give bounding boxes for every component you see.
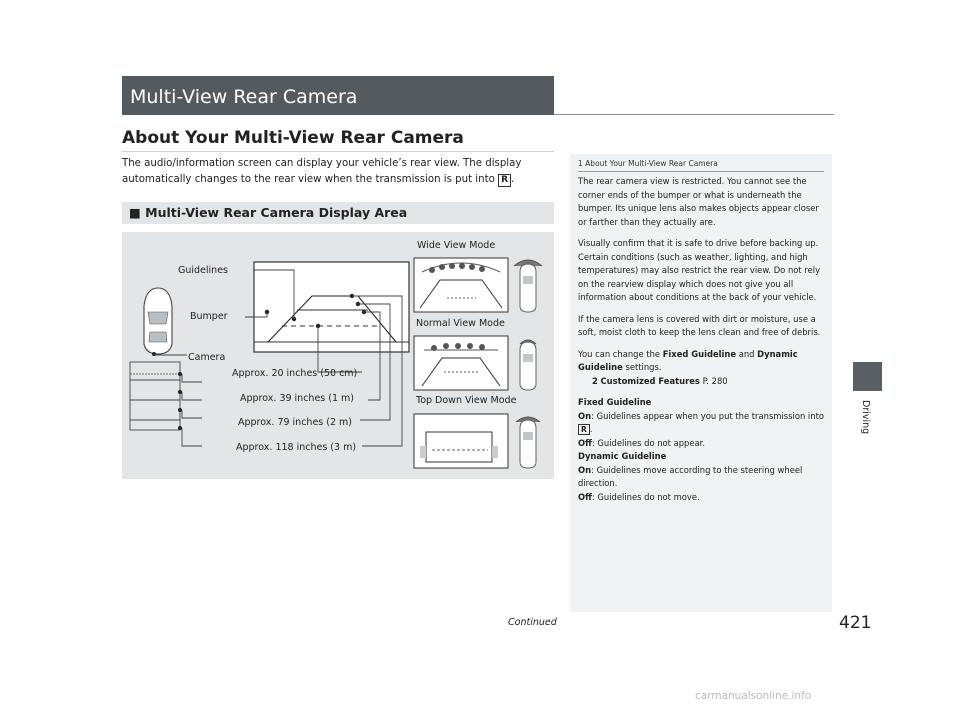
label-approx-39: Approx. 39 inches (1 m) [240, 393, 354, 404]
subsection-heading [129, 205, 407, 220]
label-normal-view: Normal View Mode [416, 318, 505, 329]
sidebar-heading-rule [578, 171, 824, 172]
top-down-view-thumbnail [414, 414, 508, 468]
dynamic-guideline-title: Dynamic Guideline [578, 451, 667, 461]
off-label: Off [578, 437, 592, 448]
sidebar-para-3: If the camera lens is covered with dirt or moisture, use a soft, moist cloth to keep the lens clean and free of debris. [578, 313, 821, 337]
section-rule [122, 151, 554, 152]
label-approx-20: Approx. 20 inches (50 cm) [232, 368, 358, 379]
label-top-down-view: Top Down View Mode [416, 395, 517, 406]
sidebar-body [578, 175, 826, 504]
camera-view-screen [254, 262, 409, 352]
p4-mid: and [738, 348, 755, 359]
vehicle-top-view-icon [144, 288, 172, 356]
normal-view-thumbnail [414, 336, 508, 390]
gear-r-symbol: R [578, 424, 590, 435]
intro-paragraph: The audio/information screen can display your vehicle’s rear view. The display automatically changes to the rear view when the transmission is put into R . [122, 158, 522, 185]
label-guidelines: Guidelines [178, 265, 228, 276]
section-heading: About Your Multi-View Rear Camera [122, 128, 464, 148]
sidebar-heading [578, 159, 718, 168]
dynamic-guideline-on [578, 464, 826, 491]
wide-view-car-icon [514, 260, 542, 312]
normal-view-car-icon [520, 340, 536, 390]
sidebar-para-4 [578, 348, 826, 375]
fixed-guideline-on: On: Guidelines appear when you put the transmission into R . [578, 410, 824, 434]
p4-dynamic-guideline: Dynamic Guideline [578, 348, 798, 372]
reference-arrow-icon: 2 [592, 375, 598, 386]
label-approx-118: Approx. 118 inches (3 m) [236, 442, 357, 453]
intro-text: The audio/information screen can display your vehicle’s rear view. The display automatically changes to the rear view when the transmission is put into [122, 158, 522, 185]
distance-ladder [130, 362, 182, 430]
sidebar-para-1: The rear camera view is restricted. You cannot see the corner ends of the bumper or what is underneath the bumper. Its unique lens also makes objects appear closer or farther than they actually are. [578, 176, 819, 227]
gear-r-symbol: R [498, 174, 511, 187]
watermark: carmanualsonline.info [695, 690, 812, 702]
chapter-tab [853, 362, 882, 391]
p4-post: settings. [625, 362, 662, 372]
on-label: On [578, 410, 592, 421]
on-label: On [578, 464, 592, 475]
label-approx-79: Approx. 79 inches (2 m) [238, 417, 352, 428]
fixed-guideline-off [578, 437, 826, 451]
continued-label: Continued [508, 617, 557, 628]
top-down-view-car-icon [516, 417, 540, 468]
sidebar-marker-icon: 1 [578, 159, 583, 168]
subsection-marker-icon: ■ [129, 205, 141, 220]
title-bar-rule [554, 114, 834, 115]
label-wide-view: Wide View Mode [417, 240, 496, 251]
label-bumper: Bumper [190, 311, 228, 322]
chapter-label: Driving [860, 400, 871, 435]
sidebar-para-2: Visually confirm that it is safe to drive before backing up. Certain conditions (such as weather, lighting, and high temperatures) may also restrict the rear view. Do not rely on the rearview display which does not give you all information about conditions at the back of your vehicle. [578, 238, 821, 302]
p4-fixed-guideline: Fixed Guideline [662, 348, 737, 359]
sidebar-heading-text: About Your Multi-View Rear Camera [585, 159, 718, 168]
label-camera: Camera [188, 352, 226, 363]
fixed-off-text: : Guidelines do not appear. [591, 437, 705, 448]
wide-view-thumbnail [414, 258, 508, 312]
page-number: 421 [839, 613, 872, 633]
fixed-guideline-title: Fixed Guideline [578, 397, 652, 407]
reference-link[interactable]: Customized Features [600, 375, 700, 386]
fixed-on-text: : Guidelines appear when you put the transmission into [591, 410, 824, 421]
subsection-heading-text: Multi-View Rear Camera Display Area [145, 205, 408, 220]
reference-page: P. 280 [702, 375, 728, 386]
off-label: Off [578, 491, 592, 502]
cross-reference[interactable] [578, 375, 826, 389]
page-title: Multi-View Rear Camera [130, 86, 358, 108]
dynamic-off-text: : Guidelines do not move. [591, 491, 700, 502]
camera-display-diagram [122, 232, 554, 479]
dynamic-guideline-off [578, 491, 826, 505]
dynamic-on-text: : Guidelines move according to the steering wheel direction. [578, 464, 803, 488]
p4-pre: You can change the [578, 348, 661, 359]
